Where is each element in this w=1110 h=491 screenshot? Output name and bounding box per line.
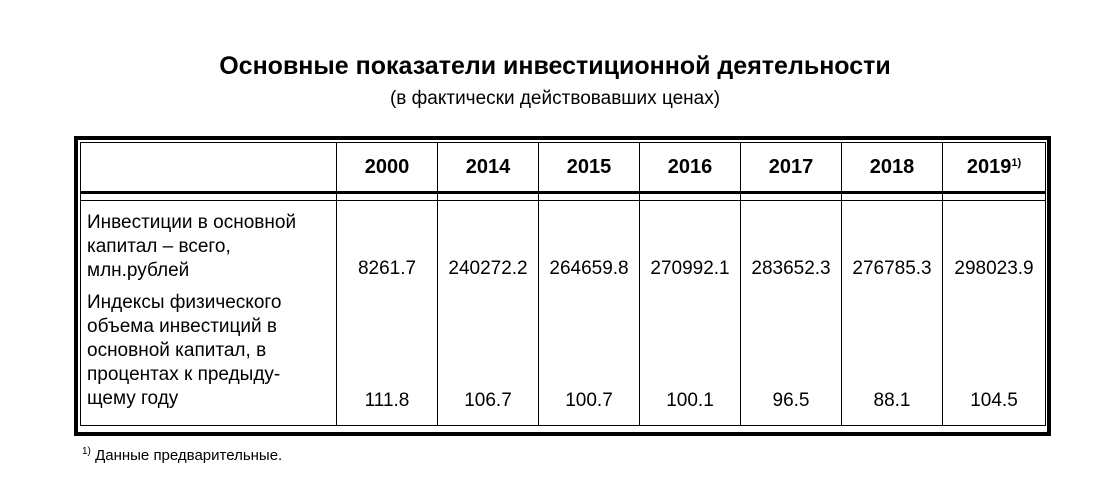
investment-table [80, 142, 1046, 426]
index-value: 88.1 [873, 390, 911, 411]
investment-value: 283652.3 [751, 258, 831, 279]
index-value: 111.8 [364, 390, 410, 411]
investment-value: 240272.2 [448, 258, 528, 279]
investment-value: 276785.3 [852, 258, 932, 279]
table-header-row [81, 143, 1046, 193]
investment-value: 270992.1 [650, 258, 730, 279]
year-header: 2016 [640, 143, 741, 193]
footnote-ref: 1) [1011, 156, 1022, 169]
value-cell [640, 201, 741, 426]
value-cell [337, 201, 438, 426]
year-header: 2015 [539, 143, 640, 193]
footnote-mark: 1) [82, 446, 91, 457]
investment-value: 298023.9 [954, 258, 1034, 279]
year-label: 2019 [966, 155, 1012, 178]
row-label-index: Индексы физического объема инвестиций в основной капитал, в процентах к предыду-щему году [87, 292, 282, 409]
value-cell [539, 201, 640, 426]
value-cell [741, 201, 842, 426]
page-subtitle: (в фактически действовавших ценах) [389, 88, 721, 109]
year-header: 2017 [741, 143, 842, 193]
value-cell [842, 201, 943, 426]
value-cell [438, 201, 539, 426]
investment-value: 8261.7 [357, 258, 417, 279]
index-value: 96.5 [772, 390, 810, 411]
index-value: 104.5 [970, 390, 1018, 411]
table-row [81, 201, 1046, 426]
row-label-investments: Инвестиции в основной капитал – всего, млн.рублей [87, 212, 297, 281]
index-value: 100.7 [565, 390, 613, 411]
year-header: 2000 [337, 143, 438, 193]
index-value: 100.1 [666, 390, 714, 411]
footnote [82, 446, 282, 464]
index-value: 106.7 [464, 390, 512, 411]
value-cell [943, 201, 1046, 426]
year-header-last [943, 143, 1046, 193]
table-gap-row [81, 193, 1046, 201]
year-header: 2018 [842, 143, 943, 193]
investment-value: 264659.8 [549, 258, 629, 279]
row-labels [81, 201, 337, 426]
header-corner [81, 143, 337, 193]
year-header: 2014 [438, 143, 539, 193]
footnote-text: Данные предварительные. [95, 447, 283, 464]
page-title: Основные показатели инвестиционной деятельности [219, 52, 891, 80]
